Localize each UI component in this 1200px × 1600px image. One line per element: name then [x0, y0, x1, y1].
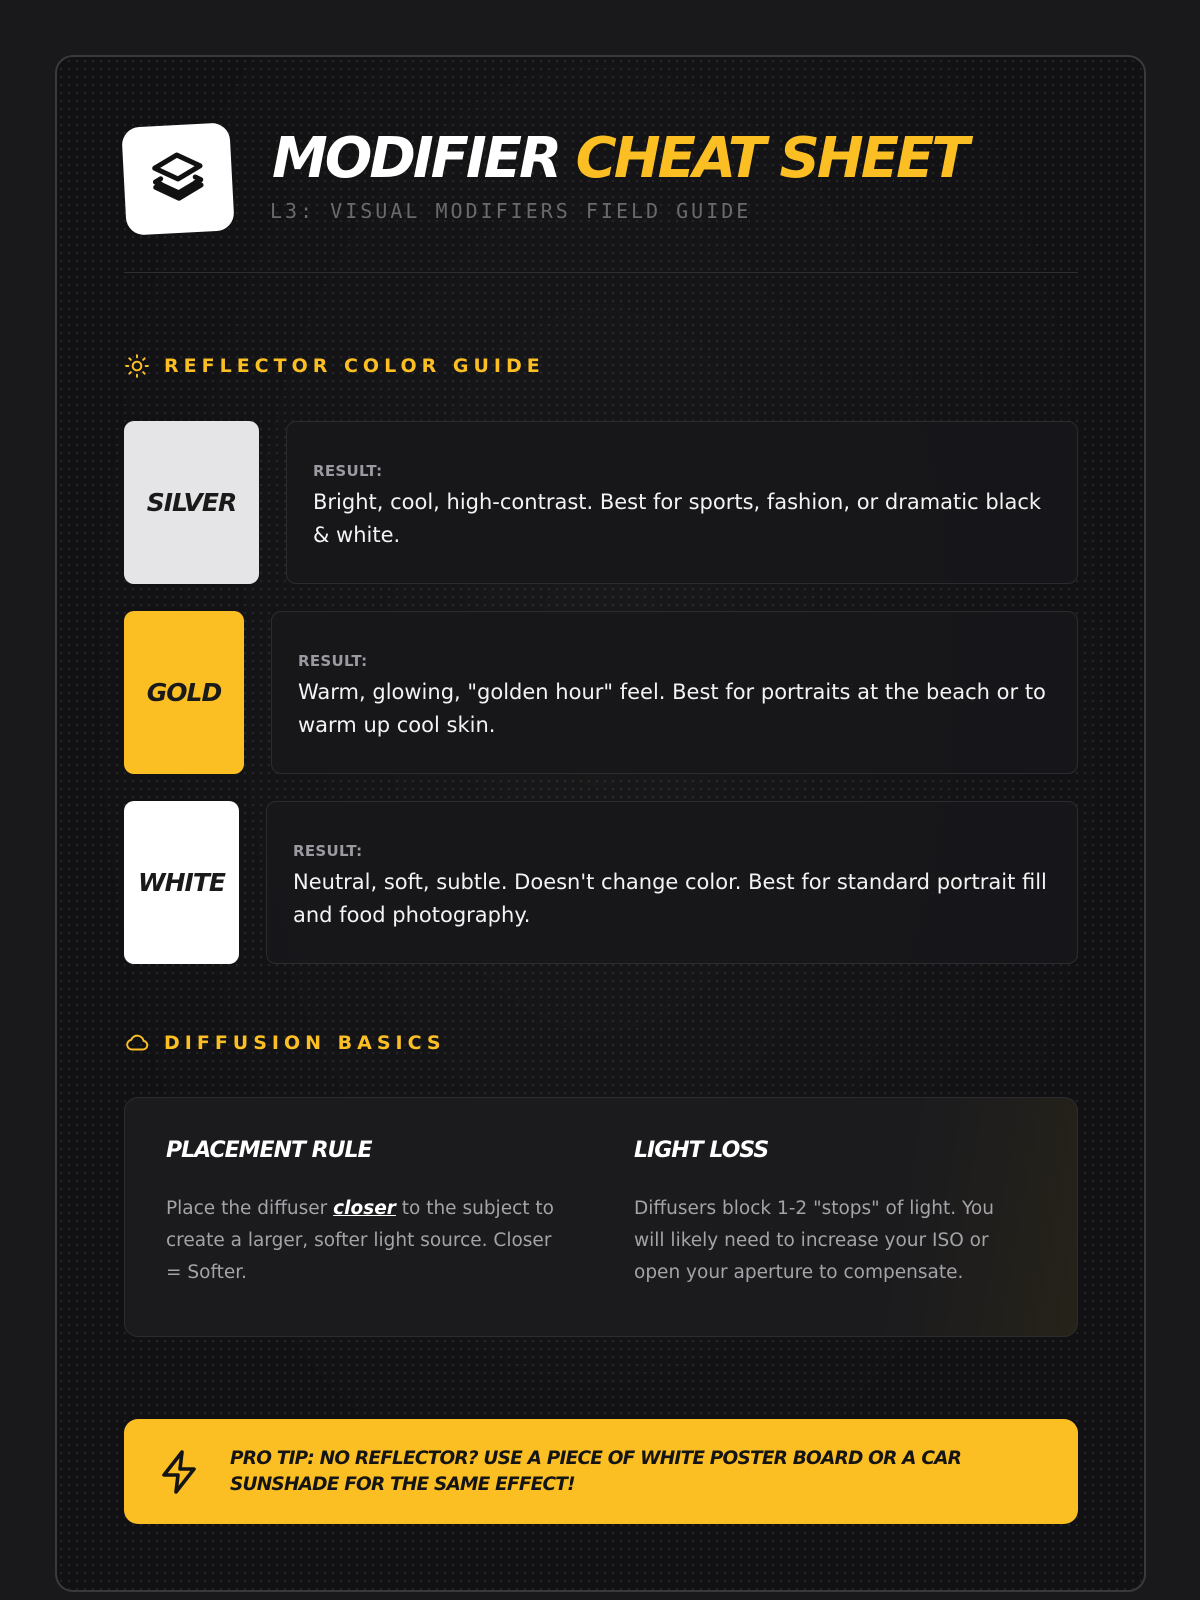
light-loss-column: [634, 1138, 1029, 1289]
reflector-section-label: REFLECTOR COLOR GUIDE: [164, 355, 545, 377]
cheat-sheet-card: [55, 55, 1146, 1592]
page-subtitle: L3: VISUAL MODIFIERS FIELD GUIDE: [270, 199, 752, 223]
result-text: Neutral, soft, subtle. Doesn't change color. Best for standard portrait fill and food photography.: [293, 870, 1047, 927]
result-text: Bright, cool, high-contrast. Best for sports, fashion, or dramatic black & white.: [313, 490, 1042, 547]
pro-tip-banner: [124, 1419, 1078, 1524]
swatch-gold: GOLD: [124, 611, 244, 774]
diffusion-card: [124, 1097, 1078, 1337]
result-card-gold: [271, 611, 1078, 774]
result-card-silver: [286, 421, 1078, 584]
placement-emphasis: closer: [333, 1198, 396, 1219]
result-text: Warm, glowing, "golden hour" feel. Best for portraits at the beach or to warm up cool skin.: [298, 680, 1046, 737]
page-title: [272, 127, 966, 191]
placement-rule-title: PLACEMENT RULE: [166, 1138, 372, 1163]
placement-text-after: to the subject to create a larger, softer light source. Closer = Softer.: [166, 1198, 554, 1283]
reflector-section-heading: [124, 351, 545, 381]
swatch-silver: SILVER: [124, 421, 259, 584]
light-loss-title: LIGHT LOSS: [634, 1138, 769, 1163]
result-card-white: [266, 801, 1078, 964]
placement-rule-column: [166, 1138, 561, 1289]
result-label: RESULT:: [293, 842, 363, 860]
swatch-white: WHITE: [124, 801, 239, 964]
cloud-icon: [124, 1030, 150, 1056]
logo-badge: [121, 122, 235, 236]
light-loss-text: Diffusers block 1-2 "stops" of light. You will likely need to increase your ISO or open your aperture to compensate.: [634, 1198, 994, 1283]
title-primary: MODIFIER: [272, 126, 560, 191]
sun-icon: [124, 353, 150, 379]
placement-text-before: Place the diffuser: [166, 1198, 334, 1219]
title-accent: CHEAT SHEET: [575, 126, 967, 191]
result-label: RESULT:: [298, 652, 368, 670]
result-label: RESULT:: [313, 462, 383, 480]
header-divider: [124, 272, 1078, 273]
pro-tip-text: PRO TIP: NO REFLECTOR? USE A PIECE OF WHITE POSTER BOARD OR A CAR SUNSHADE FOR THE SAME EFFECT!: [230, 1447, 962, 1495]
diffusion-section-heading: [124, 1028, 446, 1058]
diffusion-section-label: DIFFUSION BASICS: [164, 1032, 446, 1054]
layers-icon: [144, 145, 211, 212]
lightning-bolt-icon: [154, 1447, 204, 1497]
placement-rule-text: [166, 1193, 561, 1289]
